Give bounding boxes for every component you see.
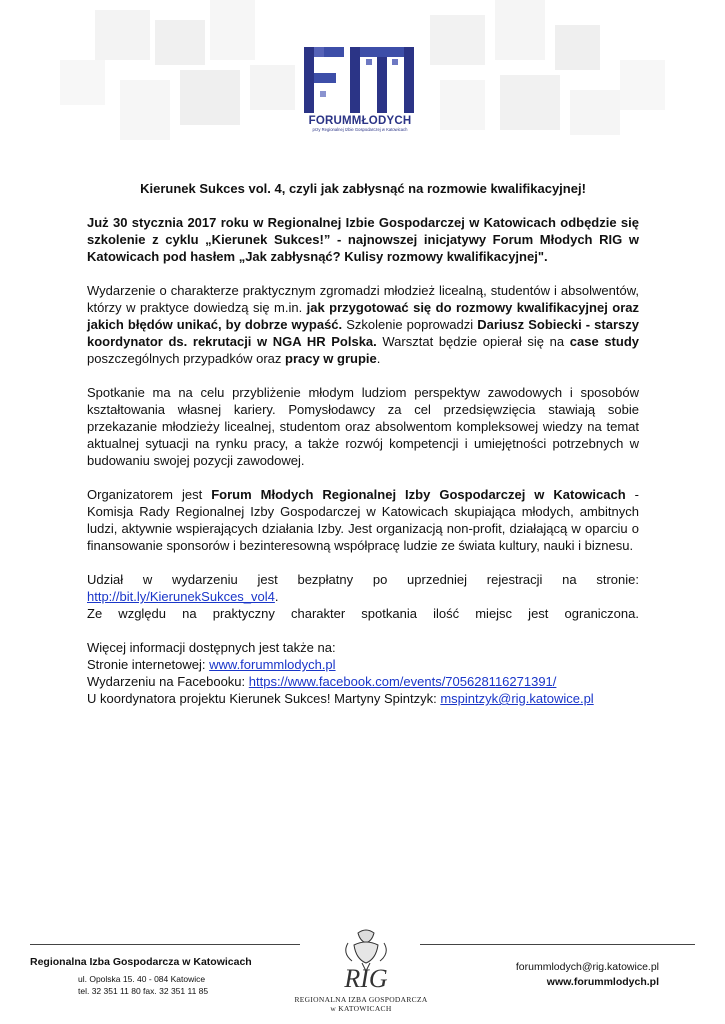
- footer-line-left: [30, 944, 300, 945]
- paragraph-intro: [87, 214, 639, 265]
- organizer-text-2: - Komisja Rady Regionalnej Izby Gospodarczej w Katowicach skupiająca młodych, ambitnych ludzi, aktywnie wspierających działania Izby. Jest organizacją non-profit, działającą w oparciu o finansowanie sponsorów i bezinteresowną współpracę ludzie ze świata kultury, nauki i biznesu.: [87, 487, 639, 553]
- info-coordinator-line: [87, 690, 639, 707]
- footer-address: [78, 973, 252, 997]
- info-facebook-label: Wydarzeniu na Facebooku:: [87, 674, 249, 689]
- group-work-text: pracy w grupie: [285, 351, 377, 366]
- emblem-caption: [286, 995, 436, 1013]
- info-website-label: Stronie internetowej:: [87, 657, 210, 672]
- case-study-text: case study: [569, 334, 639, 349]
- website-link[interactable]: www.forummlodych.pl: [209, 657, 336, 672]
- coordinator-email-link[interactable]: mspintzyk@rig.katowice.pl: [440, 691, 594, 706]
- emblem-caption-line-1: REGIONALNA IZBA GOSPODARCZA: [294, 995, 428, 1004]
- footer-website[interactable]: www.forummlodych.pl: [546, 976, 659, 988]
- paragraph-organizer: [87, 486, 639, 554]
- page-footer: [0, 935, 725, 1024]
- logo-name: FORUMMŁODYCH: [308, 115, 412, 127]
- organizer-text-1: Organizatorem jest: [87, 487, 212, 502]
- event-text-3: Warsztat będzie opierał się na: [376, 334, 570, 349]
- footer-email[interactable]: forummlodych@rig.katowice.pl: [515, 961, 659, 973]
- info-facebook-line: [87, 673, 639, 690]
- limited-seats-text: Ze względu na praktyczny charakter spotkania ilość miejsc jest ograniczona.: [87, 606, 639, 621]
- footer-address-block: [30, 956, 252, 997]
- event-text-bold-1: jak przygotować się do rozmowy kwalifikacyjnej oraz jakich błędów unikać, by dobrze wypaść.: [87, 300, 639, 332]
- registration-link-line: [87, 588, 639, 605]
- logo-caption: [302, 115, 418, 133]
- svg-text:RIG: RIG: [344, 964, 388, 993]
- fm-logo-mark: [300, 45, 420, 115]
- emblem-caption-line-2: w KATOWICACH: [330, 1004, 392, 1013]
- footer-street: ul. Opolska 15. 40 - 084 Katowice: [78, 974, 206, 984]
- trainer-name: Dariusz Sobiecki - starszy koordynator ds. rekrutacji w NGA HR Polska.: [87, 317, 639, 349]
- footer-phone: tel. 32 351 11 80 fax. 32 351 11 85: [78, 986, 209, 996]
- organizer-name: Forum Młodych Regionalnej Izby Gospodarczej w Katowicach: [211, 487, 626, 502]
- paragraph-event: [87, 282, 639, 367]
- paragraph-goal: Spotkanie ma na celu przybliżenie młodym ludziom perspektyw zawodowych i sposobów kształtowania własnej kariery. Pomysłodawcy za cel przedsięwzięcia stawiają sobie przekazanie młodzieży licealnej, studentom oraz absolwentom kompleksowej wiedzy na temat aktualnej sytuacji na rynku pracy, a także rozwój kompetencji i umiejętności potrzebnych w budowaniu swojej pozycji zawodowej.: [87, 385, 639, 468]
- info-coordinator-label: U koordynatora projektu Kierunek Sukces! Martyny Spintzyk:: [87, 691, 441, 706]
- article-title: Kierunek Sukces vol. 4, czyli jak zabłysnąć na rozmowie kwalifikacyjnej!: [140, 181, 586, 196]
- footer-contact-block: [516, 960, 659, 990]
- info-website-line: [87, 656, 639, 673]
- footer-line-right: [420, 944, 695, 945]
- footer-org-name: Regionalna Izba Gospodarcza w Katowicach: [30, 956, 252, 968]
- article-body: [87, 180, 639, 707]
- info-intro: Więcej informacji dostępnych jest także na:: [87, 640, 336, 655]
- event-text-1: Wydarzenie o charakterze praktycznym zgromadzi młodzież licealną, studentów i absolwentów, którzy w praktyce dowiedzą się m.in.: [87, 283, 639, 315]
- registration-dot: .: [274, 589, 279, 604]
- event-text-4: poszczególnych przypadków oraz: [87, 351, 285, 366]
- facebook-event-link[interactable]: https://www.facebook.com/events/705628116271391/: [248, 674, 557, 689]
- eagle-icon: [296, 925, 436, 995]
- registration-link[interactable]: http://bit.ly/KierunekSukces_vol4: [87, 589, 275, 604]
- event-text-5: .: [376, 351, 381, 366]
- event-text-2: Szkolenie poprowadzi: [342, 317, 478, 332]
- intro-text: Już 30 stycznia 2017 roku w Regionalnej Izbie Gospodarczej w Katowicach odbędzie się szkolenie z cyklu „Kierunek Sukces!” - najnowszej inicjatywy Forum Młodych RIG w Katowicach pod hasłem „Jak zabłysnąć? Kulisy rozmowy kwalifikacyjnej".: [87, 215, 639, 264]
- registration-text: Udział w wydarzeniu jest bezpłatny po uprzedniej rejestracji na stronie:: [87, 572, 639, 587]
- logo-subtitle: przy Regionalnej Izbie Gospodarczej w Katowicach: [312, 127, 408, 132]
